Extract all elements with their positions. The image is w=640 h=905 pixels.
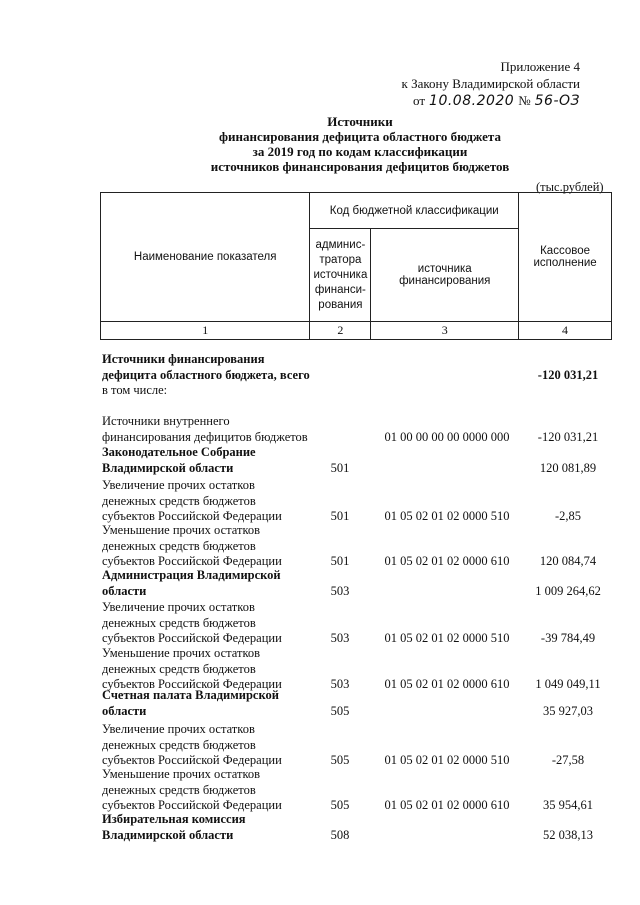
- row-name-line: субъектов Российской Федерации: [102, 677, 282, 691]
- row-value: -120 031,21: [537, 367, 599, 382]
- row-name-line: денежных средств бюджетов: [102, 737, 256, 752]
- row-name-line: Увеличение прочих остатков: [102, 722, 255, 736]
- title-line-4: источников финансирования дефицитов бюджетов: [210, 159, 510, 174]
- appendix-line-1: Приложение 4: [500, 59, 580, 74]
- row-name-line: Увеличение прочих остатков: [102, 478, 255, 492]
- header-source: источника финансирования: [371, 229, 519, 322]
- row-admin-code: 501: [330, 460, 350, 475]
- row-name-line: дефицита областного бюджета, всего: [102, 367, 310, 382]
- row-name-line: Уменьшение прочих остатков: [102, 646, 261, 660]
- row-name-line: субъектов Российской Федерации: [102, 631, 282, 645]
- row-value: -120 031,21: [537, 429, 599, 444]
- row-name-line: области: [102, 583, 147, 598]
- handwritten-date: 10.08.2020: [429, 93, 515, 109]
- row-source-code: 01 05 02 01 02 0000 610: [384, 798, 510, 812]
- row-source-code: 01 05 02 01 02 0000 510: [384, 509, 510, 523]
- row-value: -39 784,49: [540, 631, 596, 645]
- header-admin-line: тратора: [319, 253, 362, 266]
- row-name: [102, 767, 317, 814]
- row-admin-code: 505: [330, 753, 350, 767]
- row-value: 35 927,03: [543, 703, 593, 718]
- row-source-code: 01 05 02 01 02 0000 610: [384, 554, 510, 568]
- row-name-line: субъектов Российской Федерации: [102, 554, 282, 568]
- row-admin-code: 505: [330, 703, 350, 718]
- row-name: [102, 478, 317, 525]
- row-name-line: Источники внутреннего: [102, 414, 230, 428]
- row-value: 1 049 049,11: [535, 677, 601, 691]
- header-admin-line: рования: [318, 298, 363, 311]
- header-execution-line-1: Кассовое: [540, 245, 590, 257]
- row-name: [102, 646, 317, 693]
- appendix-block: [380, 58, 580, 110]
- header-execution-line-2: исполнение: [533, 257, 597, 269]
- row-source-code: 01 05 02 01 02 0000 610: [384, 677, 510, 691]
- row-value: 120 084,74: [539, 554, 597, 568]
- header-index-2: 2: [310, 322, 371, 340]
- row-name: [102, 600, 317, 647]
- appendix-line-2: к Закону Владимирской области: [401, 76, 580, 91]
- row-value: 1 009 264,62: [535, 583, 601, 598]
- row-admin-code: 503: [330, 583, 350, 598]
- row-name-line: Владимирской области: [102, 460, 234, 475]
- title-line-2: финансирования дефицита областного бюджета: [219, 129, 501, 144]
- row-name-line: денежных средств бюджетов: [102, 538, 256, 553]
- row-value: 52 038,13: [543, 827, 593, 842]
- header-index-1: 1: [101, 322, 310, 340]
- row-admin-code: 503: [330, 677, 350, 691]
- title-line-1: Источники: [327, 114, 393, 129]
- row-name-line: области: [102, 703, 147, 718]
- row-value: 120 081,89: [539, 460, 597, 475]
- row-name-line: Уменьшение прочих остатков: [102, 523, 261, 537]
- row-name-line: финансирования дефицитов бюджетов: [102, 429, 308, 444]
- row-name-line: Администрация Владимирской: [102, 568, 281, 582]
- row-name-line: денежных средств бюджетов: [102, 493, 256, 508]
- header-index-4: 4: [519, 322, 612, 340]
- row-source-code: 01 00 00 00 00 0000 000: [384, 429, 510, 444]
- table-header: [100, 192, 612, 340]
- row-admin-code: 505: [330, 798, 350, 812]
- row-name-line: Владимирской области: [102, 827, 234, 842]
- date-prefix: от: [413, 93, 426, 108]
- row-admin-code: 503: [330, 631, 350, 645]
- row-name-line: денежных средств бюджетов: [102, 782, 256, 797]
- header-admin-line: источника: [313, 268, 368, 281]
- document-title: [190, 114, 530, 174]
- row-name: [102, 445, 317, 476]
- row-name: [102, 688, 317, 719]
- row-admin-code: 501: [330, 509, 350, 523]
- row-name: [102, 568, 317, 599]
- row-name-line: денежных средств бюджетов: [102, 661, 256, 676]
- row-name: [102, 523, 317, 570]
- row-source-code: 01 05 02 01 02 0000 510: [384, 753, 510, 767]
- row-name: [102, 414, 317, 445]
- row-name-line: субъектов Российской Федерации: [102, 509, 282, 523]
- row-name: [102, 352, 317, 399]
- row-name-line: Уменьшение прочих остатков: [102, 767, 261, 781]
- row-admin-code: 508: [330, 827, 350, 842]
- row-name-line: Счетная палата Владимирской: [102, 688, 279, 702]
- row-value: -2,85: [554, 509, 582, 523]
- row-name-line: денежных средств бюджетов: [102, 615, 256, 630]
- row-name-line: Избирательная комиссия: [102, 812, 246, 826]
- header-index-3: 3: [371, 322, 519, 340]
- header-name: Наименование показателя: [101, 193, 310, 322]
- row-source-code: 01 05 02 01 02 0000 510: [384, 631, 510, 645]
- row-name-line: Увеличение прочих остатков: [102, 600, 255, 614]
- row-name-line: Законодательное Собрание: [102, 445, 256, 459]
- row-name: [102, 722, 317, 769]
- header-admin-line: админис-: [315, 238, 366, 251]
- row-name: [102, 812, 317, 843]
- header-admin-line: финанси-: [314, 283, 366, 296]
- units-label: (тыс.рублей): [536, 180, 604, 194]
- number-prefix: №: [518, 93, 531, 108]
- row-name-line: субъектов Российской Федерации: [102, 753, 282, 767]
- row-name-tail: в том числе:: [102, 383, 168, 397]
- handwritten-law-number: 56-ОЗ: [534, 93, 580, 109]
- row-value: -27,58: [551, 753, 585, 767]
- appendix-date-line: [380, 92, 580, 110]
- row-admin-code: 501: [330, 554, 350, 568]
- title-line-3: за 2019 год по кодам классификации: [252, 144, 468, 159]
- header-code-group: Код бюджетной классификации: [310, 193, 519, 229]
- row-name-line: субъектов Российской Федерации: [102, 798, 282, 812]
- row-name-line: Источники финансирования: [102, 352, 265, 366]
- header-admin: [310, 229, 371, 322]
- row-value: 35 954,61: [543, 798, 593, 812]
- header-execution: [519, 193, 612, 322]
